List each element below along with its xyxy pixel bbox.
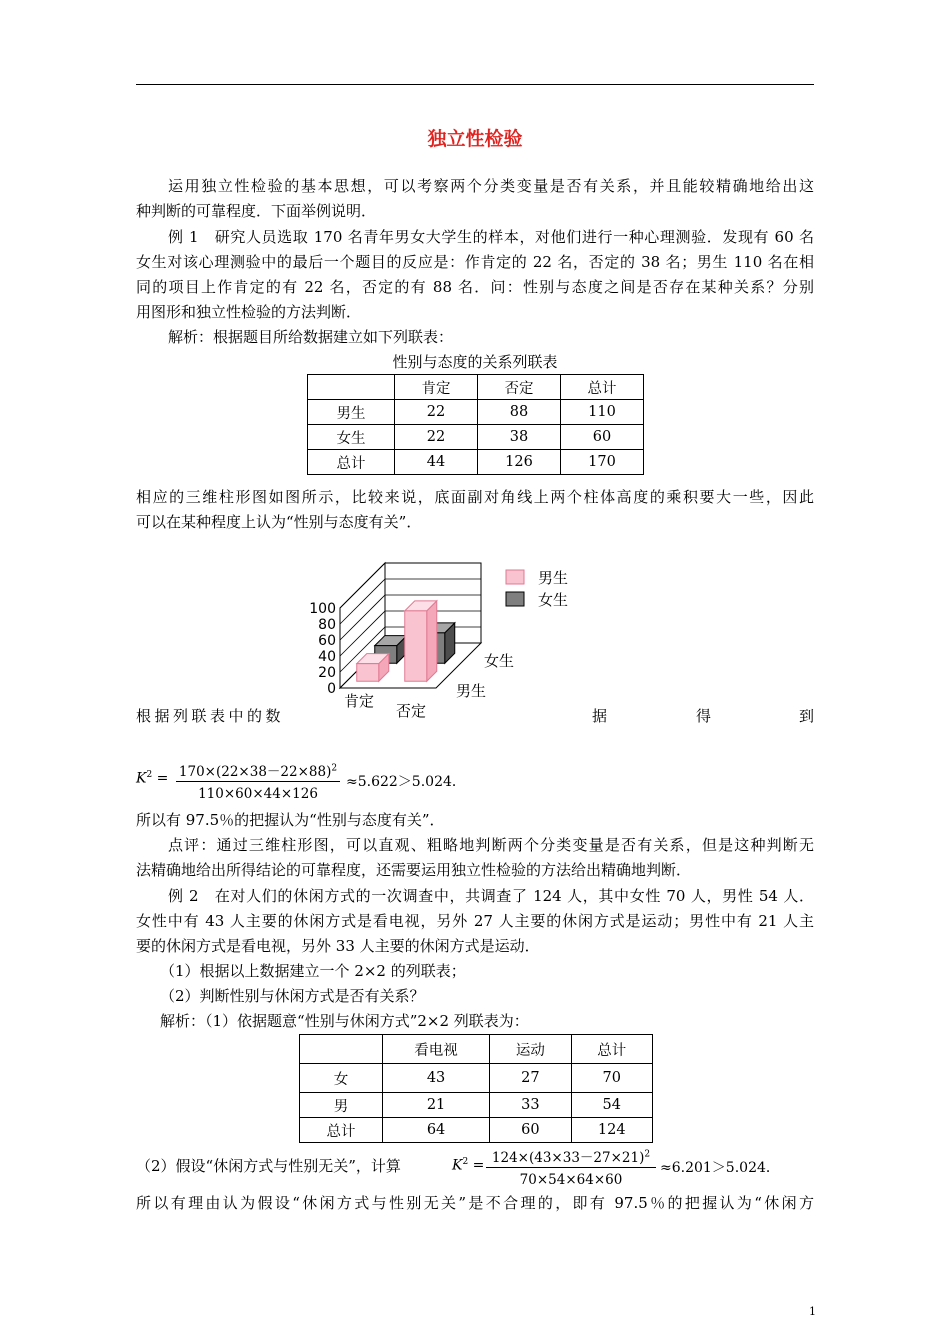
intro-line-1: 运用独立性检验的基本思想，可以考察两个分类变量是否有关系，并且能较精确地给出这 xyxy=(168,177,814,195)
formula-k2-1: $K^2$ = xyxy=(136,770,169,787)
table-row xyxy=(300,1064,653,1093)
table-leisure xyxy=(299,1034,653,1143)
formula1-numerator-text: 170×(22×38－22×88) xyxy=(178,764,332,780)
formula-k2-2: $K^2$ = xyxy=(452,1157,485,1174)
formula2-numerator xyxy=(486,1146,656,1166)
table-cell: 43 xyxy=(383,1064,490,1093)
formula1-result: ≈5.622＞5.024． xyxy=(346,774,466,790)
table-header: 否定 xyxy=(478,375,561,400)
ex1-line-3: 同的项目上作肯定的有 22 名，否定的有 88 名．问：性别与态度之间是否存在某种关系？分别 xyxy=(136,278,814,296)
chart-ytick-label: 0 xyxy=(327,681,336,697)
table-row xyxy=(308,450,644,475)
ex1-comment-2: 法精确地给出所得结论的可靠程度，还需要运用独立性检验的方法给出精确地判断． xyxy=(136,861,692,879)
ex2-analysis: 解析：（1）依据题意“性别与休闲方式”2×2 列联表为： xyxy=(160,1012,529,1030)
formula1-numerator xyxy=(176,760,340,780)
table-row xyxy=(300,1093,653,1118)
table-cell: 64 xyxy=(383,1118,490,1143)
table-header: 总计 xyxy=(571,1035,652,1064)
chart-legend-swatch xyxy=(506,570,524,584)
intro-line-2: 种判断的可靠程度．下面举例说明． xyxy=(136,202,377,220)
chart-ytick-label: 40 xyxy=(318,649,336,665)
ex2-line-3: 要的休闲方式是看电视，另外 33 人主要的休闲方式是运动． xyxy=(136,937,540,955)
ex2-last-line: 所以有理由认为假设“休闲方式与性别无关”是不合理的，即有 97.5％的把握认为“休闲方 xyxy=(136,1194,814,1212)
table-cell xyxy=(300,1035,383,1064)
chart-legend-label: 男生 xyxy=(538,569,569,587)
chart-bar xyxy=(405,611,427,681)
table-cell: 54 xyxy=(571,1093,652,1118)
chart-ytick-label: 60 xyxy=(318,633,336,649)
formula2-denominator: 70×54×64×60 xyxy=(519,1172,623,1188)
header-rule xyxy=(136,84,814,85)
table-cell: 总计 xyxy=(308,450,395,475)
table-cell: 总计 xyxy=(300,1118,383,1143)
table-cell: 27 xyxy=(490,1064,571,1093)
formula1-numerator-exponent: 2 xyxy=(331,763,338,774)
table-cell: 33 xyxy=(490,1093,571,1118)
table-cell: 男生 xyxy=(308,400,395,425)
table-cell: 男 xyxy=(300,1093,383,1118)
table-cell xyxy=(308,375,395,400)
table-row xyxy=(308,400,644,425)
table-cell: 70 xyxy=(571,1064,652,1093)
formula1-denominator: 110×60×44×126 xyxy=(198,786,318,802)
chart-ytick-label: 80 xyxy=(318,617,336,633)
ex2-question-2: （2）判断性别与休闲方式是否有关系？ xyxy=(160,987,425,1005)
table-cell: 38 xyxy=(478,425,561,450)
table-cell: 22 xyxy=(395,400,478,425)
ex1-line-2: 女生对该心理测验中的最后一个题目的反应是：作肯定的 22 名，否定的 38 名；男生 110 名在相 xyxy=(136,253,814,271)
chart-text-word-1: 据 xyxy=(592,707,608,725)
ex2-line-2: 女性中有 43 人主要的休闲方式是看电视，另外 27 人主要的休闲方式是运动；男性中有 21 人主 xyxy=(136,912,814,930)
ex1-after-table-2: 可以在某种程度上认为“性别与态度有关”． xyxy=(136,513,422,531)
table-attitude xyxy=(307,374,644,475)
chart-depth-label: 女生 xyxy=(484,652,515,670)
k2-symbol: K xyxy=(136,770,147,787)
ex1-comment-1: 点评：通过三维柱形图，可以直观、粗略地判断两个分类变量是否有关系，但是这种判断无 xyxy=(168,836,814,854)
table-cell: 110 xyxy=(561,400,644,425)
table-cell: 女 xyxy=(300,1064,383,1093)
bar-chart-3d xyxy=(300,548,600,728)
formula2-result: ≈6.201＞5.024． xyxy=(660,1160,780,1176)
table-cell: 88 xyxy=(478,400,561,425)
table-header: 看电视 xyxy=(383,1035,490,1064)
chart-legend-swatch xyxy=(506,592,524,606)
table-row xyxy=(300,1035,653,1064)
page-number: 1 xyxy=(809,1305,816,1318)
table1-caption: 性别与态度的关系列联表 xyxy=(392,353,558,371)
table-cell: 170 xyxy=(561,450,644,475)
table-cell: 60 xyxy=(490,1118,571,1143)
table-header: 肯定 xyxy=(395,375,478,400)
formula2-fraction-bar xyxy=(486,1167,656,1168)
table-cell: 21 xyxy=(383,1093,490,1118)
table-cell: 22 xyxy=(395,425,478,450)
table-row xyxy=(308,425,644,450)
chart-bar-side xyxy=(427,601,437,681)
table-cell: 44 xyxy=(395,450,478,475)
ex1-conclusion: 所以有 97.5％的把握认为“性别与态度有关”． xyxy=(136,811,445,829)
table-cell: 女生 xyxy=(308,425,395,450)
k2-exponent: 2 xyxy=(146,770,153,780)
ex1-line-1: 例 1 研究人员选取 170 名青年男女大学生的样本，对他们进行一种心理测验．发现有 60 名 xyxy=(168,228,814,246)
ex2-line-1: 例 2 在对人们的休闲方式的一次调查中，共调查了 124 人，其中女性 70 人，男性 54 人． xyxy=(168,887,814,905)
chart-bar xyxy=(357,664,379,682)
formula2-numerator-exponent: 2 xyxy=(644,1149,651,1160)
ex1-analysis: 解析：根据题目所给数据建立如下列联表： xyxy=(168,328,454,346)
chart-legend-label: 女生 xyxy=(538,591,569,609)
k2-symbol: K xyxy=(452,1157,463,1174)
table-cell: 60 xyxy=(561,425,644,450)
table-cell: 124 xyxy=(571,1118,652,1143)
chart-category-label: 肯定 xyxy=(344,692,375,710)
chart-text-left: 根据列联表中的数 xyxy=(136,707,285,725)
chart-depth-label: 男生 xyxy=(456,682,487,700)
chart-text-word-3: 到 xyxy=(799,707,815,725)
ex2-part2-prefix: （2）假设“休闲方式与性别无关”，计算 xyxy=(136,1157,401,1175)
ex1-line-4: 用图形和独立性检验的方法判断． xyxy=(136,303,362,321)
table-row xyxy=(308,375,644,400)
chart-category-label: 否定 xyxy=(396,702,427,720)
table-header: 总计 xyxy=(561,375,644,400)
chart-ytick-label: 100 xyxy=(309,601,336,617)
table-header: 运动 xyxy=(490,1035,571,1064)
ex1-after-table-1: 相应的三维柱形图如图所示，比较来说，底面副对角线上两个柱体高度的乘积要大一些，因此 xyxy=(136,488,814,506)
formula1-fraction-bar xyxy=(176,781,340,782)
table-row xyxy=(300,1118,653,1143)
table-cell: 126 xyxy=(478,450,561,475)
chart-ytick-label: 20 xyxy=(318,665,336,681)
page-title: 独立性检验 xyxy=(427,128,523,150)
ex2-question-1: （1）根据以上数据建立一个 2×2 的列联表； xyxy=(160,962,466,980)
formula2-numerator-text: 124×(43×33－27×21) xyxy=(491,1150,645,1166)
chart-text-word-2: 得 xyxy=(696,707,712,725)
k2-exponent: 2 xyxy=(462,1157,469,1167)
